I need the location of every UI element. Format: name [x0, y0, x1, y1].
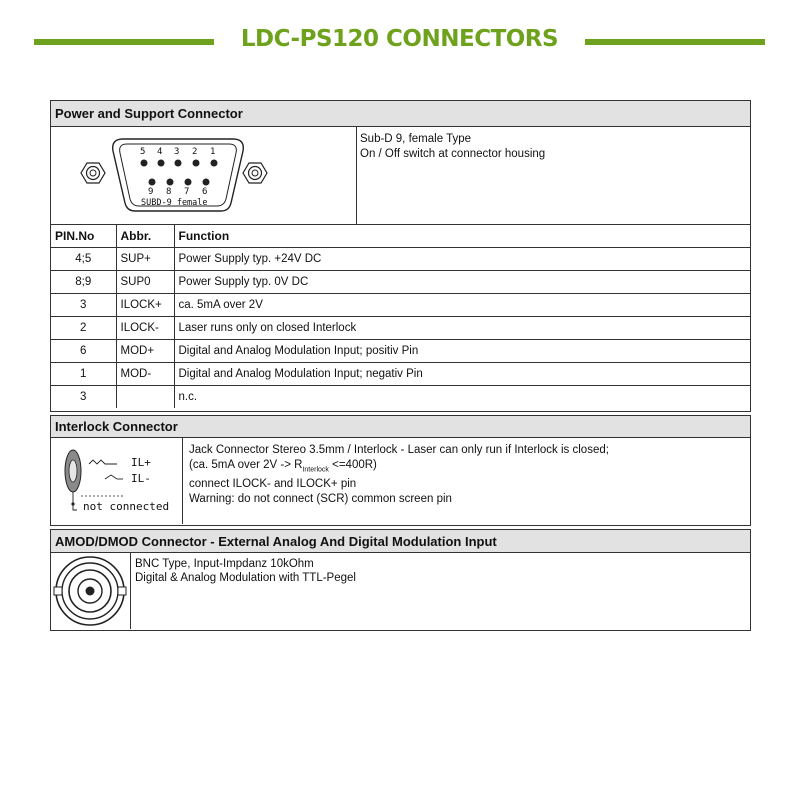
function-cell: Power Supply typ. +24V DC: [174, 248, 750, 271]
abbr-cell: SUP+: [116, 248, 174, 271]
pin-label-7: 7: [184, 187, 190, 197]
pin-table: [51, 225, 750, 408]
subd9-connector-icon: [51, 127, 356, 224]
pin-cell: 8;9: [51, 271, 116, 294]
bnc-image-cell: [51, 553, 131, 629]
bnc-connector-icon: [51, 553, 130, 629]
abbr-cell: ILOCK+: [116, 294, 174, 317]
pin-label-5: 5: [140, 147, 146, 157]
pin-cell: 2: [51, 317, 116, 340]
function-cell: Digital and Analog Modulation Input; negativ Pin: [174, 363, 750, 386]
abbr-cell: SUP0: [116, 271, 174, 294]
subd9-image-cell: [51, 127, 357, 224]
power-section: [50, 100, 751, 412]
interlock-line-2: [189, 458, 744, 477]
table-row: [51, 294, 750, 317]
interlock-line-2-prefix: (ca. 5mA over 2V -> R: [189, 459, 303, 471]
interlock-line-1: Jack Connector Stereo 3.5mm / Interlock - Laser can only run if Interlock is closed;: [189, 444, 609, 456]
il-plus-label: IL+: [131, 456, 151, 469]
interlock-section: [50, 415, 751, 526]
power-info-row: [51, 127, 750, 225]
col-pin-no: PIN.No: [51, 225, 116, 248]
function-cell: Digital and Analog Modulation Input; positiv Pin: [174, 340, 750, 363]
not-connected-label: not connected: [83, 500, 170, 513]
function-cell: Laser runs only on closed Interlock: [174, 317, 750, 340]
header-rule-left: [34, 39, 214, 45]
table-row: [51, 363, 750, 386]
interlock-body: [51, 438, 750, 524]
col-abbr: Abbr.: [116, 225, 174, 248]
power-description-line-1: Sub-D 9, female Type: [360, 133, 472, 145]
interlock-line-2-suffix: <=400R): [328, 459, 377, 471]
interlock-line-2-sub: Interlock: [302, 466, 329, 474]
il-minus-label: IL-: [131, 472, 151, 485]
power-description-line-2: On / Off switch at connector housing: [360, 148, 546, 160]
abbr-cell: [116, 386, 174, 409]
pin-cell: 6: [51, 340, 116, 363]
function-cell: n.c.: [174, 386, 750, 409]
power-description: [357, 127, 750, 224]
table-row: [51, 271, 750, 294]
subd9-caption: SUBD-9 female: [141, 198, 208, 208]
abbr-cell: MOD-: [116, 363, 174, 386]
amod-description: [131, 553, 750, 629]
power-section-header: Power and Support Connector: [51, 101, 750, 127]
pin-cell: 4;5: [51, 248, 116, 271]
pin-label-9: 9: [148, 187, 154, 197]
col-function: Function: [174, 225, 750, 248]
pin-cell: 1: [51, 363, 116, 386]
function-cell: Power Supply typ. 0V DC: [174, 271, 750, 294]
table-row: [51, 248, 750, 271]
page-title: LDC-PS120 CONNECTORS: [240, 26, 559, 52]
pin-label-2: 2: [192, 147, 198, 157]
table-row: [51, 386, 750, 409]
amod-line-1: BNC Type, Input-Impdanz 10kOhm: [135, 558, 314, 570]
amod-line-2: Digital & Analog Modulation with TTL-Pegel: [135, 572, 356, 584]
pin-label-3: 3: [174, 147, 180, 157]
table-row: [51, 340, 750, 363]
header-rule-right: [585, 39, 765, 45]
interlock-description: [183, 438, 750, 524]
pin-cell: 3: [51, 294, 116, 317]
pin-table-header: [51, 225, 750, 248]
table-row: [51, 317, 750, 340]
interlock-section-header: Interlock Connector: [51, 416, 750, 438]
pin-label-6: 6: [202, 187, 208, 197]
amod-body: [51, 553, 750, 629]
jack-image-cell: [51, 438, 183, 524]
pin-label-1: 1: [210, 147, 216, 157]
function-cell: ca. 5mA over 2V: [174, 294, 750, 317]
pin-label-4: 4: [157, 147, 163, 157]
amod-section-header: AMOD/DMOD Connector - External Analog And Digital Modulation Input: [51, 530, 750, 553]
amod-section: [50, 529, 751, 631]
interlock-line-4: Warning: do not connect (SCR) common screen pin: [189, 493, 452, 506]
abbr-cell: MOD+: [116, 340, 174, 363]
abbr-cell: ILOCK-: [116, 317, 174, 340]
pin-cell: 3: [51, 386, 116, 409]
interlock-line-3: connect ILOCK- and ILOCK+ pin: [189, 478, 357, 491]
pin-label-8: 8: [166, 187, 172, 197]
